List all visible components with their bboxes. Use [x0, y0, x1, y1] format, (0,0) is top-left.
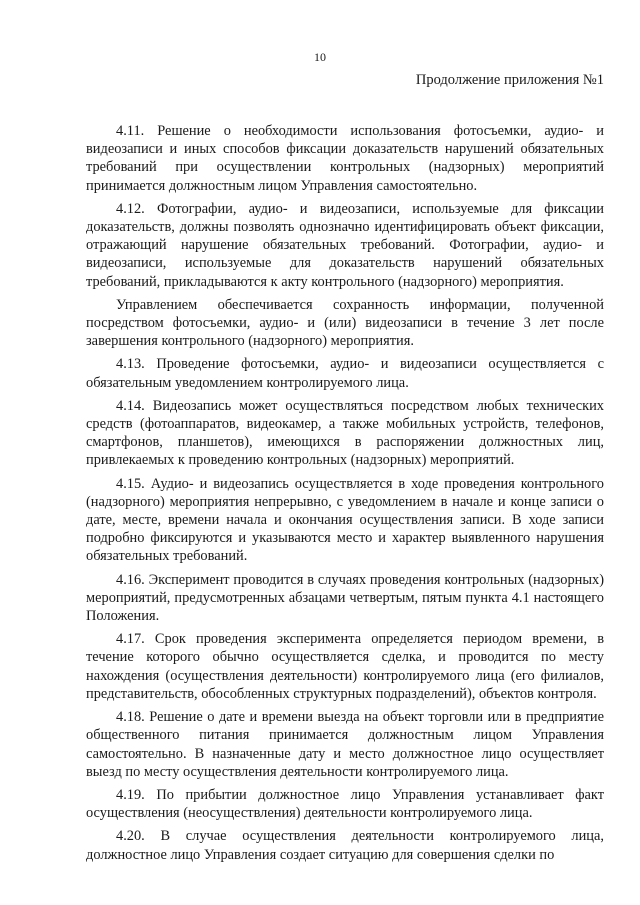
paragraph-4-16: 4.16. Эксперимент проводится в случаях проведения контрольных (надзорных) мероприятий, предусмотренных абзацами четвертым, пятым пункта 4.1 настоящего Положения. [86, 571, 604, 625]
page-number: 10 [314, 50, 326, 64]
paragraph-4-11: 4.11. Решение о необходимости использования фотосъемки, аудио- и видеозаписи и иных способов фиксации доказательств нарушений обязательных требований при осуществлении контрольных (надзорных) мероприятий принимается должностным лицом Управления самостоятельно. [86, 123, 604, 194]
paragraph-4-18: 4.18. Решение о дате и времени выезда на объект торговли или в предприятие общественного питания принимается должностным лицом Управления самостоятельно. В назначенные дату и место должностное лицо осуществляет выезд по месту осуществления деятельности контролируемого лица. [86, 709, 604, 780]
paragraph-4-15: 4.15. Аудио- и видеозапись осуществляется в ходе проведения контрольного (надзорного) мероприятия непрерывно, с уведомлением в начале и конце записи о дате, месте, времени начала и окончания осуществления записи. В ходе записи подробно фиксируются и указываются место и характер выявленного нарушения обязательных требований. [86, 475, 604, 565]
paragraph-4-20: 4.20. В случае осуществления деятельности контролируемого лица, должностное лицо Управления создает ситуацию для совершения сделки по [86, 828, 604, 863]
paragraph-4-12-storage: Управлением обеспечивается сохранность информации, полученной посредством фотосъемки, аудио- и (или) видеозаписи в течение 3 лет после завершения контрольного (надзорного) мероприятия. [86, 296, 604, 350]
appendix-continuation-label: Продолжение приложения №1 [415, 72, 604, 88]
paragraph-4-13: 4.13. Проведение фотосъемки, аудио- и видеозаписи осуществляется с обязательным уведомлением контролируемого лица. [86, 356, 604, 391]
document-body [86, 122, 604, 869]
paragraph-4-19: 4.19. По прибытии должностное лицо Управления устанавливает факт осуществления (неосуществления) деятельности контролируемого лица. [86, 786, 604, 822]
paragraph-4-14: 4.14. Видеозапись может осуществляться посредством любых технических средств (фотоаппаратов, видеокамер, а также мобильных устройств, телефонов, смартфонов, планшетов), имеющихся в распоряжении должностных лиц, привлекаемых к проведению контрольных (надзорных) мероприятий. [86, 397, 604, 469]
paragraph-4-17: 4.17. Срок проведения эксперимента определяется периодом времени, в течение которого обычно осуществляется сделка, и проводится по месту нахождения (осуществления деятельности) контролируемого лица (его филиалов, представительств, обособленных структурных подразделений), объектов контроля. [86, 631, 604, 702]
paragraph-4-12: 4.12. Фотографии, аудио- и видеозаписи, используемые для фиксации доказательств, должны позволять однозначно идентифицировать объект фиксации, отражающий нарушение обязательных требований. Фотографии, аудио- и видеозаписи, используемые для доказательств нарушений обязательных требований, прикладываются к акту контрольного (надзорного) мероприятия. [86, 200, 604, 290]
